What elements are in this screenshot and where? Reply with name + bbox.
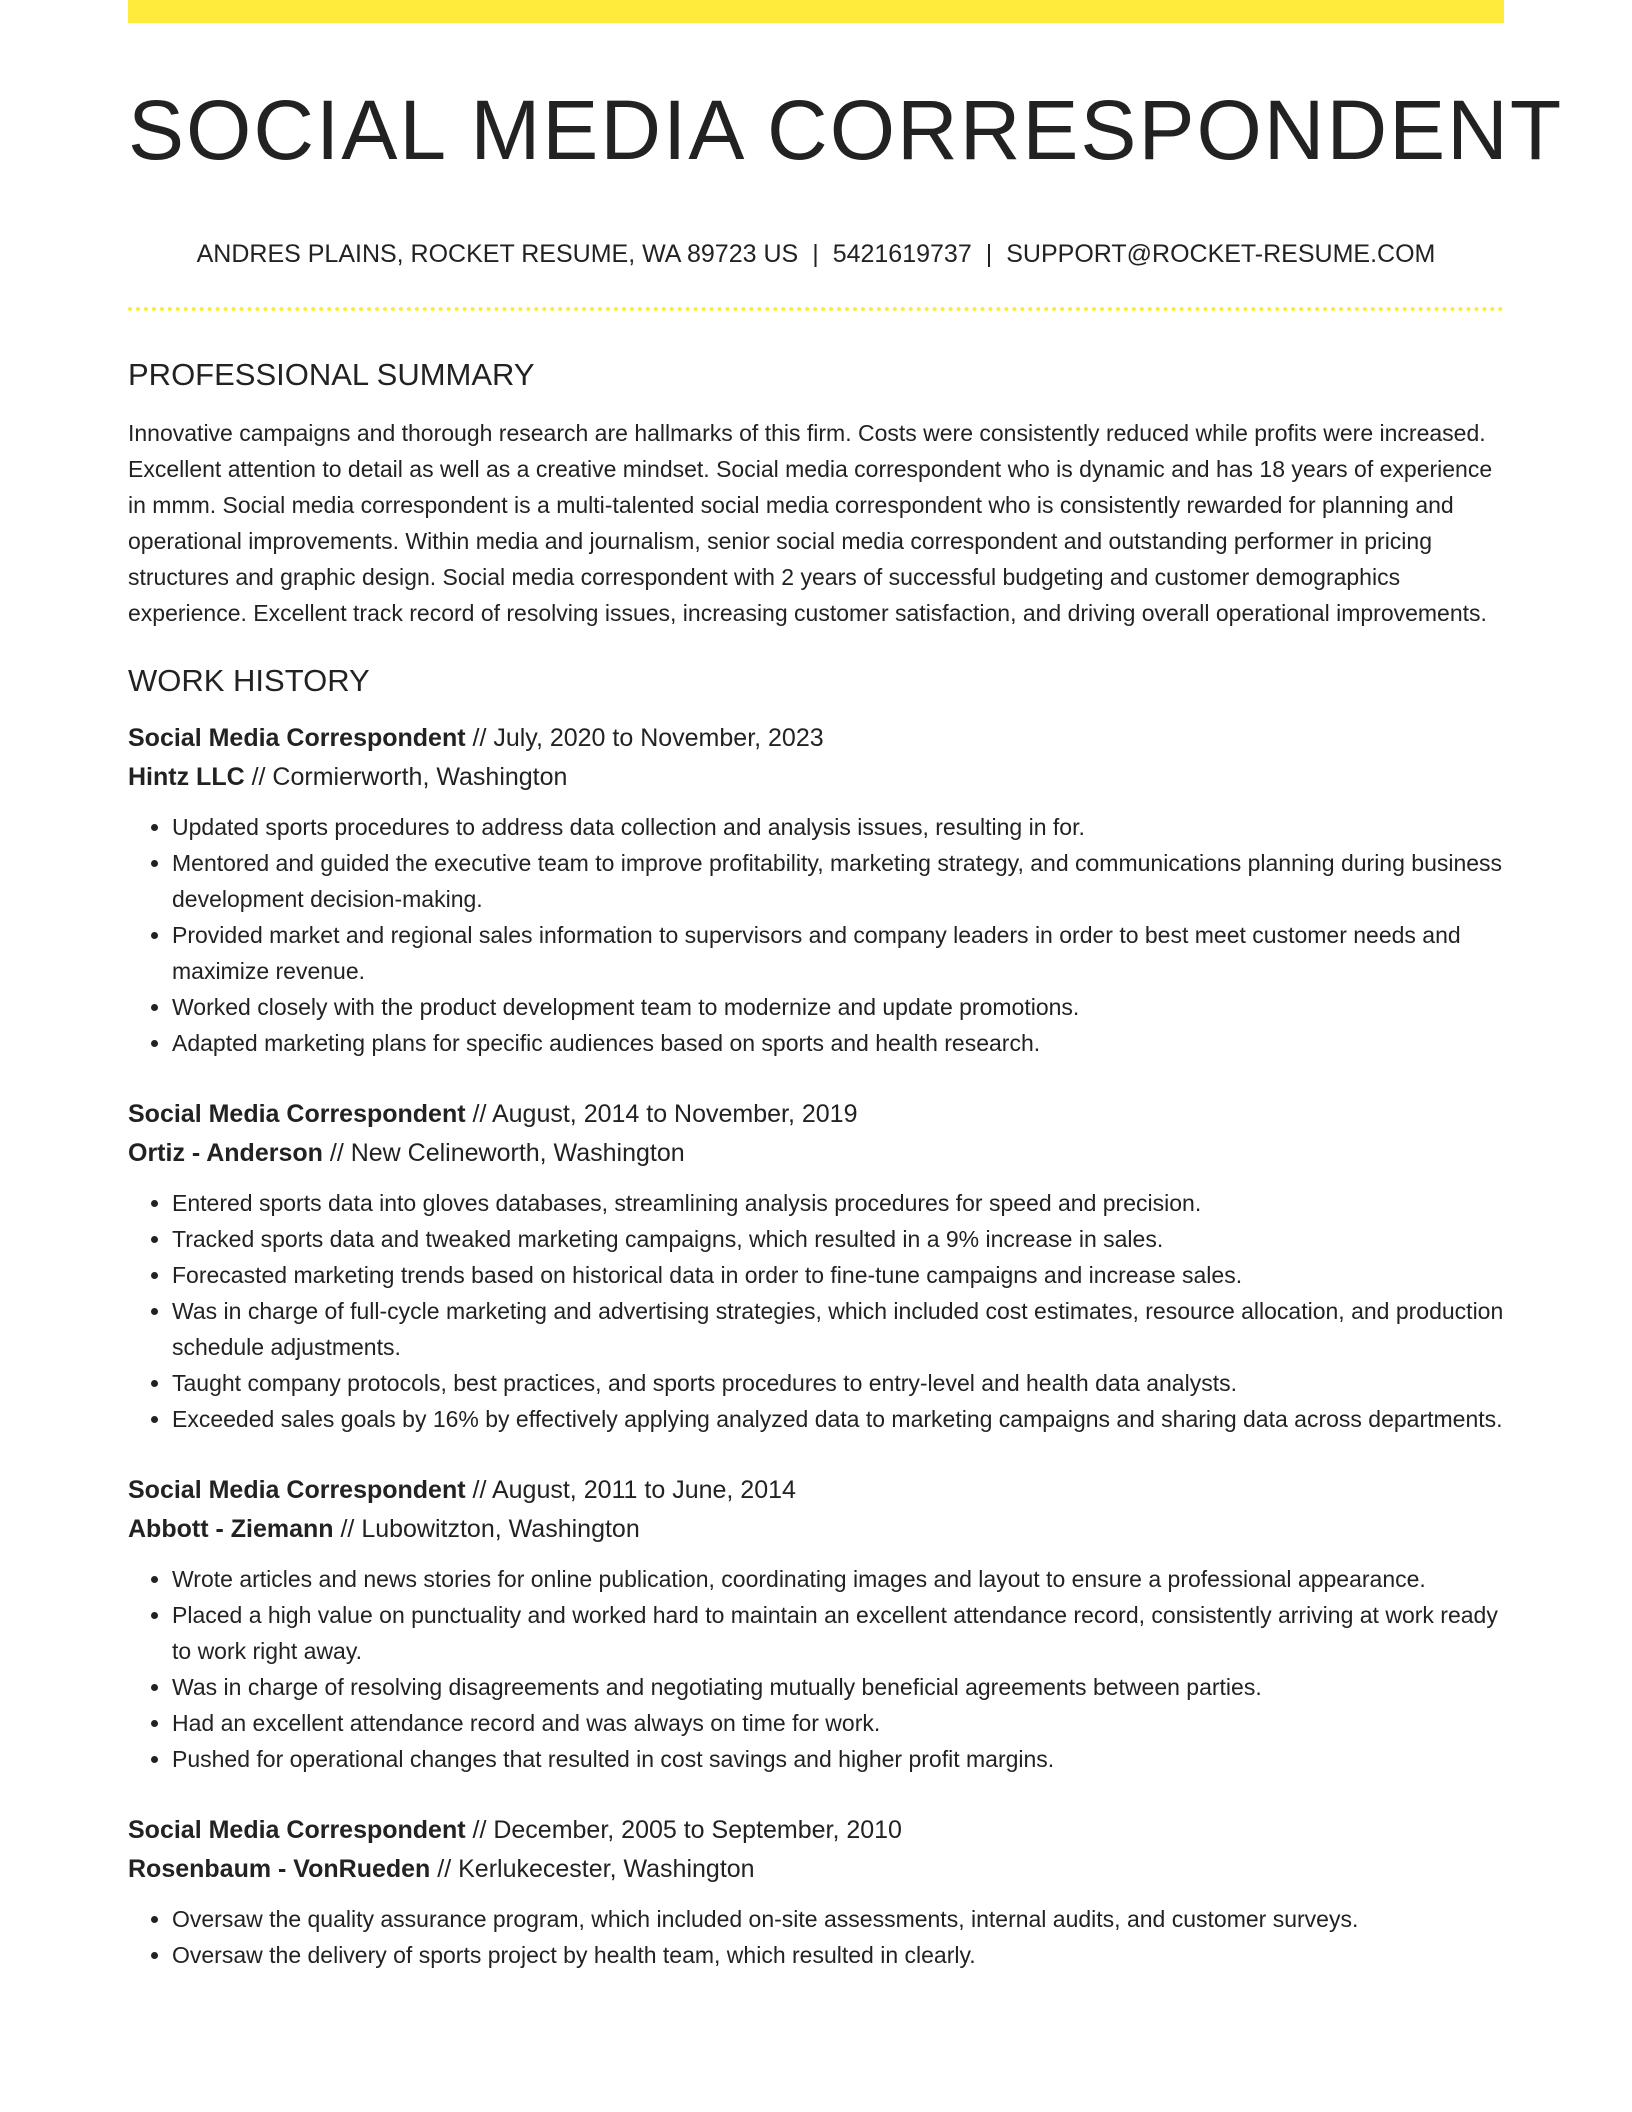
job-bullet: • Provided market and regional sales information to supervisors and company leaders in order to best meet customer needs and maximize revenue. xyxy=(172,917,1504,989)
job-company-line xyxy=(128,1510,1504,1549)
job-bullets xyxy=(128,1901,1504,1973)
job-bullet: • Updated sports procedures to address data collection and analysis issues, resulting in for. xyxy=(172,809,1504,845)
job-location: // New Celineworth, Washington xyxy=(322,1139,685,1167)
job-bullet: • Mentored and guided the executive team to improve profitability, marketing strategy, and communications planning during business development decision-making. xyxy=(172,845,1504,917)
job-dates: // August, 2011 to June, 2014 xyxy=(465,1476,796,1504)
job-role-line xyxy=(128,1471,1504,1510)
job-company: Rosenbaum - VonRueden xyxy=(128,1855,431,1883)
resume-title: SOCIAL MEDIA CORRESPONDENT xyxy=(128,83,1564,177)
job-location: // Lubowitzton, Washington xyxy=(333,1515,640,1543)
job-bullet: • Taught company protocols, best practices, and sports procedures to entry-level and health data analysts. xyxy=(172,1365,1504,1401)
job-bullets xyxy=(128,1561,1504,1777)
job-bullet: • Entered sports data into gloves databases, streamlining analysis procedures for speed and precision. xyxy=(172,1185,1504,1221)
job-bullet: • Adapted marketing plans for specific audiences based on sports and health research. xyxy=(172,1025,1504,1061)
work-history-heading: WORK HISTORY xyxy=(128,663,370,698)
job-bullets xyxy=(128,809,1504,1061)
contact-phone: 5421619737 xyxy=(832,240,972,268)
summary-text: Innovative campaigns and thorough research are hallmarks of this firm. Costs were consistently reduced while profits were increased. Excellent attention to detail as well as a creative mindset. Social media correspondent who is dynamic and has 18 years of experience in mmm. Social media correspondent is a multi-talented social media correspondent who is consistently rewarded for planning and operational improvements. Within media and journalism, senior social media correspondent and outstanding performer in pricing structures and graphic design. Social media correspondent with 2 years of successful budgeting and customer demographics experience. Excellent track record of resolving issues, increasing customer satisfaction, and driving overall operational improvements. xyxy=(128,420,1493,626)
job-bullet: • Oversaw the delivery of sports project by health team, which resulted in clearly. xyxy=(172,1937,1504,1973)
job-role: Social Media Correspondent xyxy=(128,1816,466,1844)
contact-email: SUPPORT@ROCKET-RESUME.COM xyxy=(1006,240,1436,268)
job-bullet: • Worked closely with the product development team to modernize and update promotions. xyxy=(172,989,1504,1025)
job-company: Ortiz - Anderson xyxy=(128,1139,323,1167)
job-company: Abbott - Ziemann xyxy=(128,1515,334,1543)
job-entry xyxy=(128,1095,1504,1437)
job-bullet: • Forecasted marketing trends based on historical data in order to fine-tune campaigns and increase sales. xyxy=(172,1257,1504,1293)
dotted-divider xyxy=(128,307,1504,311)
job-company-line xyxy=(128,758,1504,797)
job-role-line xyxy=(128,719,1504,758)
job-dates: // December, 2005 to September, 2010 xyxy=(465,1816,902,1844)
job-bullet: • Had an excellent attendance record and was always on time for work. xyxy=(172,1705,1504,1741)
top-accent-bar xyxy=(128,0,1504,23)
job-bullet: • Pushed for operational changes that resulted in cost savings and higher profit margins. xyxy=(172,1741,1504,1777)
job-entry xyxy=(128,719,1504,1061)
job-role: Social Media Correspondent xyxy=(128,724,466,752)
contact-address: ANDRES PLAINS, ROCKET RESUME, WA 89723 US xyxy=(196,240,799,268)
summary-heading: PROFESSIONAL SUMMARY xyxy=(128,357,535,392)
job-company: Hintz LLC xyxy=(128,763,245,791)
job-location: // Kerlukecester, Washington xyxy=(430,1855,755,1883)
job-role: Social Media Correspondent xyxy=(128,1476,466,1504)
resume-content xyxy=(128,355,1504,1973)
job-role: Social Media Correspondent xyxy=(128,1100,466,1128)
job-bullet: • Exceeded sales goals by 16% by effectively applying analyzed data to marketing campaigns and sharing data across departments. xyxy=(172,1401,1504,1437)
job-entry xyxy=(128,1471,1504,1777)
job-bullet: • Was in charge of full-cycle marketing and advertising strategies, which included cost estimates, resource allocation, and production schedule adjustments. xyxy=(172,1293,1504,1365)
job-location: // Cormierworth, Washington xyxy=(244,763,568,791)
contact-separator: | xyxy=(812,240,819,268)
job-bullet: • Tracked sports data and tweaked marketing campaigns, which resulted in a 9% increase in sales. xyxy=(172,1221,1504,1257)
job-bullets xyxy=(128,1185,1504,1437)
job-role-line xyxy=(128,1095,1504,1134)
work-history-list xyxy=(128,719,1504,1973)
job-bullet: • Placed a high value on punctuality and worked hard to maintain an excellent attendance record, consistently arriving at work ready to work right away. xyxy=(172,1597,1504,1669)
job-company-line xyxy=(128,1850,1504,1889)
job-dates: // August, 2014 to November, 2019 xyxy=(465,1100,858,1128)
job-role-line xyxy=(128,1811,1504,1850)
contact-separator: | xyxy=(985,240,993,268)
job-dates: // July, 2020 to November, 2023 xyxy=(465,724,824,752)
job-entry xyxy=(128,1811,1504,1973)
job-bullet: • Was in charge of resolving disagreements and negotiating mutually beneficial agreements between parties. xyxy=(172,1669,1504,1705)
job-company-line xyxy=(128,1134,1504,1173)
job-bullet: • Wrote articles and news stories for online publication, coordinating images and layout to ensure a professional appearance. xyxy=(172,1561,1504,1597)
contact-line xyxy=(128,236,1504,272)
job-bullet: • Oversaw the quality assurance program, which included on-site assessments, internal audits, and customer surveys. xyxy=(172,1901,1504,1937)
